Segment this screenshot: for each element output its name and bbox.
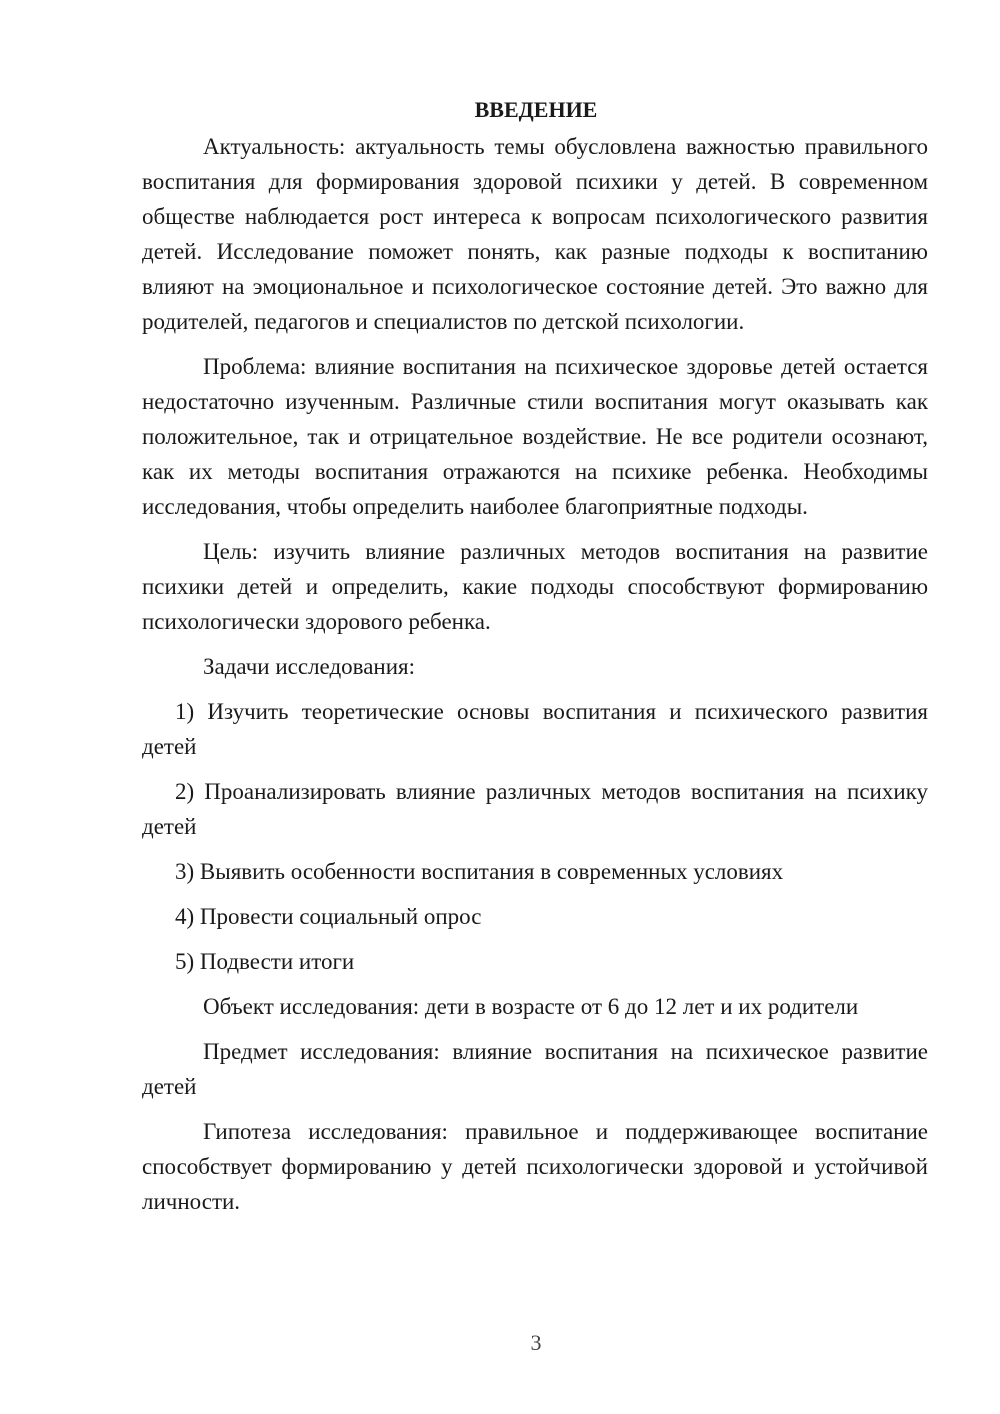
task-item: 2) Проанализировать влияние различных методов воспитания на психику детей [142, 779, 928, 839]
goal-paragraph: Цель: изучить влияние различных методов воспитания на развитие психики детей и определить, какие подходы способствуют формированию психологически здорового ребенка. [142, 539, 928, 634]
relevance-paragraph: Актуальность: актуальность темы обусловлена важностью правильного воспитания для формирования здоровой психики у детей. В современном обществе наблюдается рост интереса к вопросам психологического развития детей. Исследование поможет понять, как разные подходы к воспитанию влияют на эмоциональное и психологическое состояние детей. Это важно для родителей, педагогов и специалистов по детской психологии. [142, 134, 928, 334]
tasks-title: Задачи исследования: [203, 654, 416, 679]
task-item: 5) Подвести итоги [175, 949, 355, 974]
problem-paragraph: Проблема: влияние воспитания на психическое здоровье детей остается недостаточно изученным. Различные стили воспитания могут оказывать как положительное, так и отрицательное воздействие. Не все родители осознают, как их методы воспитания отражаются на психике ребенка. Необходимы исследования, чтобы определить наиболее благоприятные подходы. [142, 354, 928, 519]
subject-paragraph: Предмет исследования: влияние воспитания на психическое развитие детей [142, 1039, 928, 1099]
task-item: 1) Изучить теоретические основы воспитания и психического развития детей [142, 699, 928, 759]
hypothesis-paragraph: Гипотеза исследования: правильное и поддерживающее воспитание способствует формированию у детей психологически здоровой и устойчивой личности. [142, 1119, 928, 1214]
object-paragraph: Объект исследования: дети в возрасте от 6 до 12 лет и их родители [203, 994, 859, 1019]
page-title: ВВЕДЕНИЕ [474, 97, 598, 122]
page-number: 3 [530, 1330, 542, 1355]
document-page [142, 92, 928, 1229]
task-item: 4) Провести социальный опрос [175, 904, 482, 929]
task-item: 3) Выявить особенности воспитания в современных условиях [175, 859, 784, 884]
